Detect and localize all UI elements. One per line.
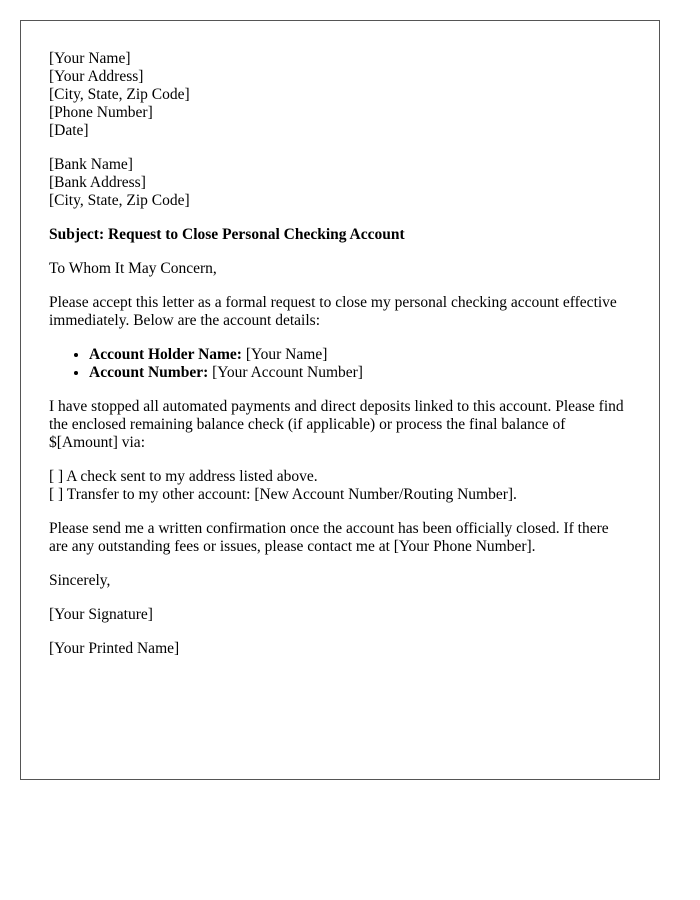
letter-date: [Date] — [49, 122, 89, 139]
intro-paragraph: Please accept this letter as a formal request to close my personal checking account effective immediately. Below are the account details: — [49, 294, 617, 329]
account-holder-value: [Your Name] — [241, 346, 328, 363]
bank-city-state-zip: [City, State, Zip Code] — [49, 192, 190, 209]
sender-address: [Your Address] — [49, 68, 144, 85]
sender-name: [Your Name] — [49, 50, 131, 67]
account-details-list — [49, 346, 631, 382]
balance-options — [49, 468, 631, 504]
closing: Sincerely, — [49, 572, 111, 589]
bank-name: [Bank Name] — [49, 156, 133, 173]
payments-paragraph: I have stopped all automated payments and direct deposits linked to this account. Please find the enclosed remaining balance check (if applicable) or process the final balance of $[Amount] via: — [49, 398, 624, 451]
list-item-account-number — [89, 364, 631, 382]
bank-address: [Bank Address] — [49, 174, 146, 191]
printed-name: [Your Printed Name] — [49, 640, 180, 657]
account-holder-label: Account Holder Name: — [89, 346, 242, 363]
subject-line: Subject: Request to Close Personal Checking Account — [49, 226, 405, 243]
option-check: [ ] A check sent to my address listed above. — [49, 468, 318, 485]
account-number-value: [Your Account Number] — [208, 364, 363, 381]
sender-address-block — [49, 50, 631, 140]
list-item-account-holder — [89, 346, 631, 364]
salutation: To Whom It May Concern, — [49, 260, 217, 277]
sender-phone: [Phone Number] — [49, 104, 153, 121]
signature: [Your Signature] — [49, 606, 153, 623]
confirmation-paragraph: Please send me a written confirmation once the account has been officially closed. If there are any outstanding fees or issues, please contact me at [Your Phone Number]. — [49, 520, 609, 555]
account-number-label: Account Number: — [89, 364, 209, 381]
recipient-address-block — [49, 156, 631, 210]
letter-page — [20, 20, 660, 780]
sender-city-state-zip: [City, State, Zip Code] — [49, 86, 190, 103]
option-transfer: [ ] Transfer to my other account: [New Account Number/Routing Number]. — [49, 486, 517, 503]
